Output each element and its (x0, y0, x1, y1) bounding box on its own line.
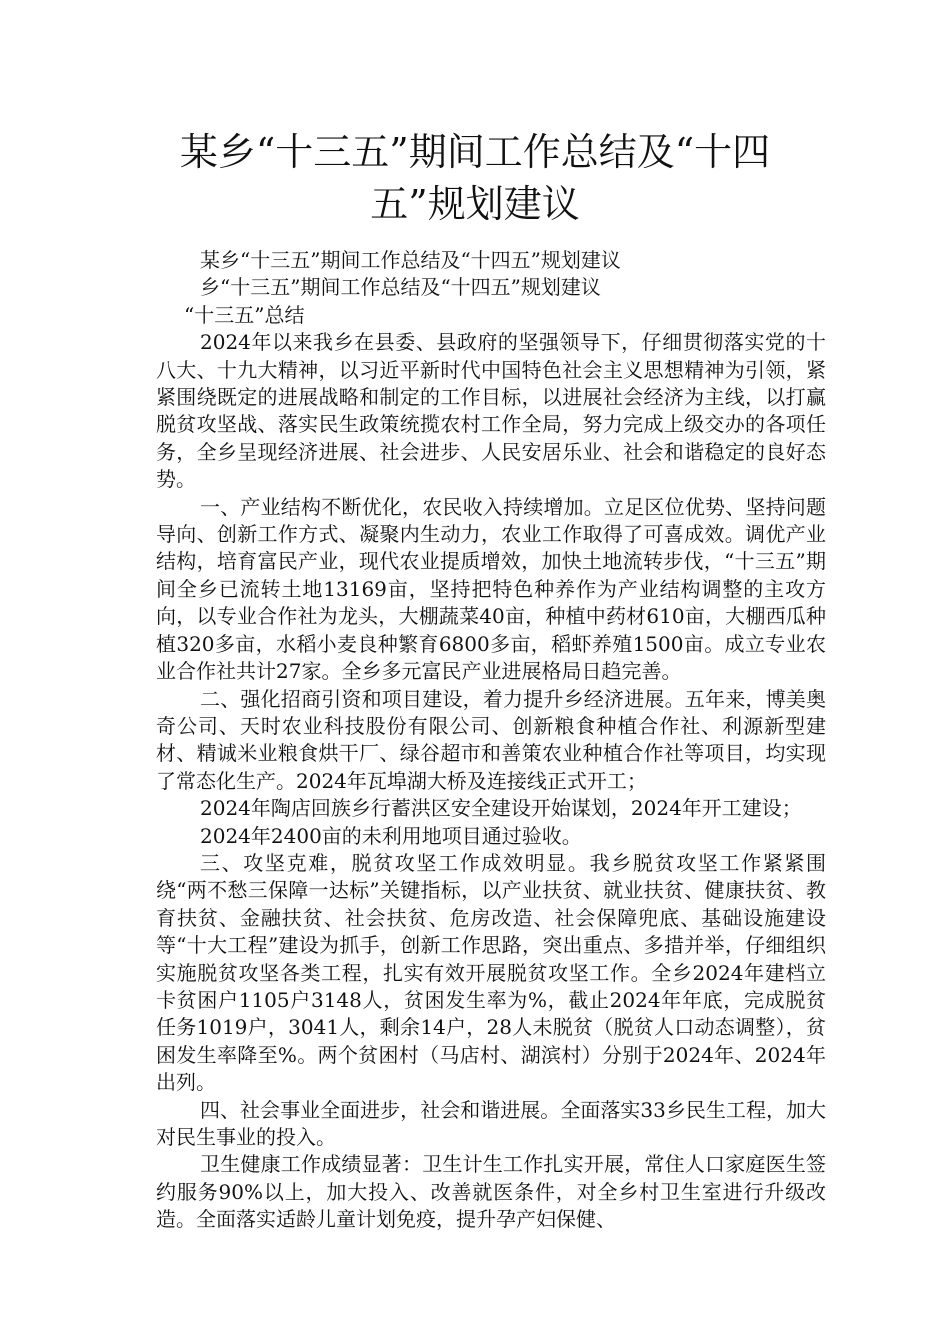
title-line-2: 五”规划建议 (370, 182, 580, 226)
document-body (156, 247, 826, 1234)
paragraph-industry: 一、产业结构不断优化，农民收入持续增加。立足区位优势、坚持问题导向、创新工作方式、凝聚内生动力，农业工作取得了可喜成效。调优产业结构，培育富民产业，现代农业提质增效，加快土地流转步伐，“十三五”期间全乡已流转土地13169亩，坚持把特色种养作为产业结构调整的主攻方向，以专业合作社为龙头，大棚蔬菜40亩，种植中药材610亩，大棚西瓜种植320多亩，水稻小麦良种繁育6800多亩，稻虾养殖1500亩。成立专业农业合作社共计27家。全乡多元富民产业进展格局日趋完善。 (156, 494, 826, 684)
paragraph-social: 四、社会事业全面进步，社会和谐进展。全面落实33乡民生工程，加大对民生事业的投入。 (156, 1097, 826, 1149)
paragraph-health: 卫生健康工作成绩显著：卫生计生工作扎实开展，常住人口家庭医生签约服务90%以上，加大投入、改善就医条件，对全乡村卫生室进行升级改造。全面落实适龄儿童计划免疫，提升孕产妇保健、 (156, 1152, 826, 1232)
paragraph-flood-zone: 2024年陶店回族乡行蓄洪区安全建设开始谋划，2024年开工建设； (200, 796, 802, 821)
paragraph-intro: 2024年以来我乡在县委、县政府的坚强领导下，仔细贯彻落实党的十八大、十九大精神，以习近平新时代中国特色社会主义思想精神为引领，紧紧围绕既定的进展战略和制定的工作目标，以进展社会经济为主线，以打赢脱贫攻坚战、落实民生政策统揽农村工作全局，努力完成上级交办的各项任务，全乡呈现经济进展、社会进步、人民安居乐业、社会和谐稳定的良好态势。 (156, 330, 826, 492)
paragraph-land-project: 2024年2400亩的未利用地项目通过验收。 (200, 823, 582, 848)
section-heading: “十三五”总结 (184, 302, 305, 327)
subtitle-line-2: 乡“十三五”期间工作总结及“十四五”规划建议 (200, 275, 601, 300)
paragraph-poverty: 三、攻坚克难，脱贫攻坚工作成效明显。我乡脱贫攻坚工作紧紧围绕“两不愁三保障一达标”关键指标，以产业扶贫、就业扶贫、健康扶贫、教育扶贫、金融扶贫、社会扶贫、危房改造、社会保障兜底、基础设施建设等“十大工程”建设为抓手，创新工作思路，突出重点、多措并举，仔细组织实施脱贫攻坚各类工程，扎实有效开展脱贫攻坚工作。全乡2024年建档立卡贫困户1105户3148人，贫困发生率为%，截止2024年年底，完成脱贫任务1019户，3041人，剩余14户，28人未脱贫（脱贫人口动态调整），贫困发生率降至%。两个贫困村（马店村、湖滨村）分别于2024年、2024年出列。 (156, 850, 826, 1095)
paragraph-investment: 二、强化招商引资和项目建设，着力提升乡经济进展。五年来，博美奥奇公司、天时农业科技股份有限公司、创新粮食种植合作社、利源新型建材、精诚米业粮食烘干厂、绿谷超市和善策农业种植合作社等项目，均实现了常态化生产。2024年瓦埠湖大桥及连接线正式开工； (156, 686, 826, 793)
document-title (100, 126, 850, 230)
title-line-1: 某乡“十三五”期间工作总结及“十四 (179, 130, 771, 174)
subtitle-line-1: 某乡“十三五”期间工作总结及“十四五”规划建议 (200, 248, 621, 272)
